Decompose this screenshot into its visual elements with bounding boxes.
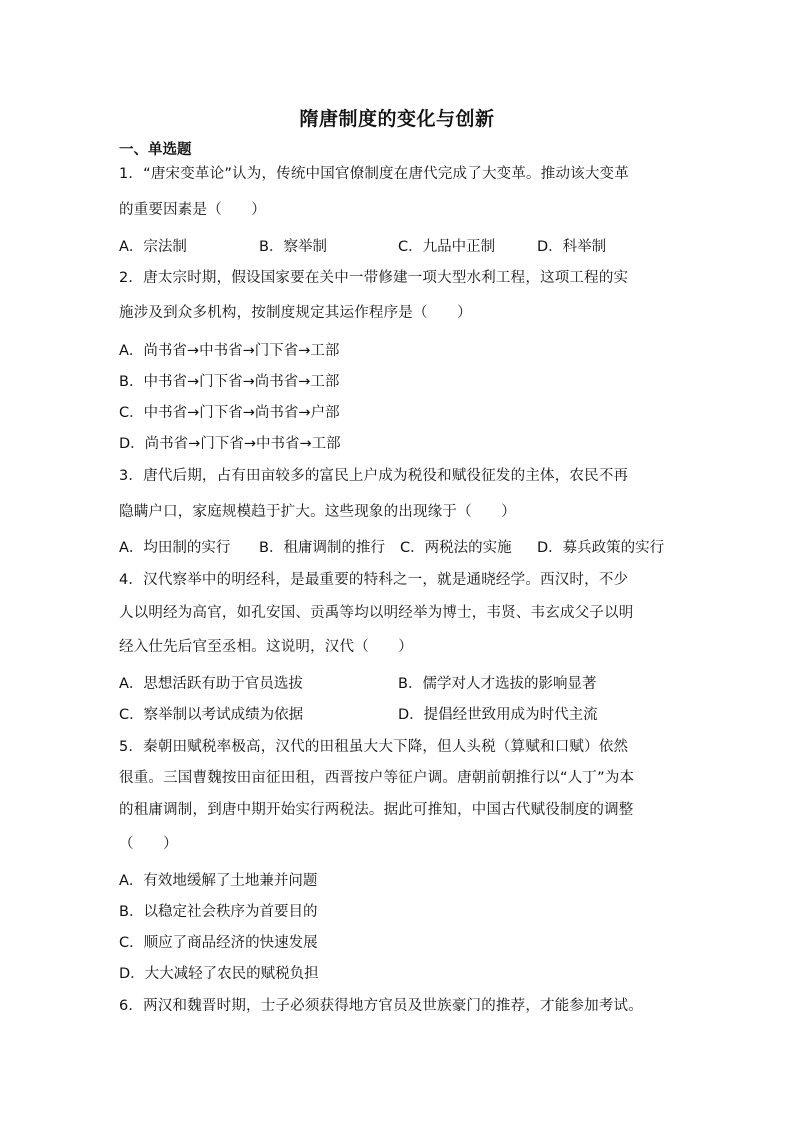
- question-2-option-c: C．中书省→门下省→尚书省→户部: [119, 405, 340, 421]
- question-2-option-d: D．尚书省→门下省→中书省→工部: [119, 436, 341, 452]
- question-5-option-a: A．有效地缓解了土地兼并问题: [119, 873, 318, 889]
- question-1-option-d: D．科举制: [537, 239, 607, 255]
- question-3-text-line-2: 隐瞒户口，家庭规模趋于扩大。这些现象的出现缘于（ ）: [119, 504, 516, 520]
- question-2-text-line-1: 2．唐太宗时期，假设国家要在关中一带修建一项大型水利工程，这项工程的实: [119, 270, 629, 286]
- question-5-option-c: C．顺应了商品经济的快速发展: [119, 935, 318, 951]
- question-5-text-line-3: 的租庸调制，到唐中期开始实行两税法。据此可推知，中国古代赋役制度的调整: [119, 802, 634, 818]
- question-1-text-line-2: 的重要因素是（ ）: [119, 202, 266, 218]
- question-2-option-a: A．尚书省→中书省→门下省→工部: [119, 343, 340, 359]
- question-1-option-c: C．九品中正制: [398, 239, 496, 255]
- question-4-option-c: C．察举制以考试成绩为依据: [119, 707, 304, 723]
- question-3-option-d: D．募兵政策的实行: [537, 540, 665, 556]
- section-heading: 一、单选题: [119, 142, 192, 158]
- question-3-option-c: C．两税法的实施: [400, 540, 512, 556]
- question-5-text-line-4: （ ）: [119, 836, 178, 852]
- question-4-option-d: D．提倡经世致用成为时代主流: [398, 707, 598, 723]
- question-4-text-line-3: 经入仕先后官至丞相。这说明，汉代（ ）: [119, 639, 413, 655]
- question-1-text-line-1: 1．“唐宋变革论”认为，传统中国官僚制度在唐代完成了大变革。推动该大变革: [119, 166, 629, 182]
- question-2-text-line-2: 施涉及到众多机构，按制度规定其运作程序是（ ）: [119, 305, 472, 321]
- question-3-text-line-1: 3．唐代后期，占有田亩较多的富民上户成为税役和赋役征发的主体，农民不再: [119, 468, 629, 484]
- question-5-option-b: B．以稳定社会秩序为首要目的: [119, 904, 318, 920]
- question-4-text-line-1: 4．汉代察举中的明经科，是最重要的特科之一，就是通晓经学。西汉时，不少: [119, 572, 629, 588]
- question-1-option-b: B．察举制: [259, 239, 327, 255]
- question-5-text-line-2: 很重。三国曹魏按田亩征田租，西晋按户等征户调。唐朝前朝推行以“人丁”为本: [119, 770, 635, 786]
- question-5-option-d: D．大大减轻了农民的赋税负担: [119, 966, 319, 982]
- question-2-option-b: B．中书省→门下省→尚书省→工部: [119, 374, 340, 390]
- question-3-option-a: A．均田制的实行: [119, 540, 231, 556]
- question-6-text-line-1: 6．两汉和魏晋时期，士子必须获得地方官员及世族豪门的推荐，才能参加考试。: [119, 998, 643, 1014]
- question-4-option-b: B．儒学对人才选拔的影响显著: [398, 676, 597, 692]
- question-4-text-line-2: 人以明经为高官，如孔安国、贡禹等均以明经举为博士，韦贤、韦玄成父子以明: [119, 605, 634, 621]
- question-1-option-a: A．宗法制: [119, 239, 187, 255]
- question-3-option-b: B．租庸调制的推行: [259, 540, 385, 556]
- question-4-option-a: A．思想活跃有助于官员选拔: [119, 676, 303, 692]
- question-5-text-line-1: 5．秦朝田赋税率极高，汉代的田租虽大大下降，但人头税（算赋和口赋）依然: [119, 739, 629, 755]
- page-title: 隋唐制度的变化与创新: [299, 108, 495, 130]
